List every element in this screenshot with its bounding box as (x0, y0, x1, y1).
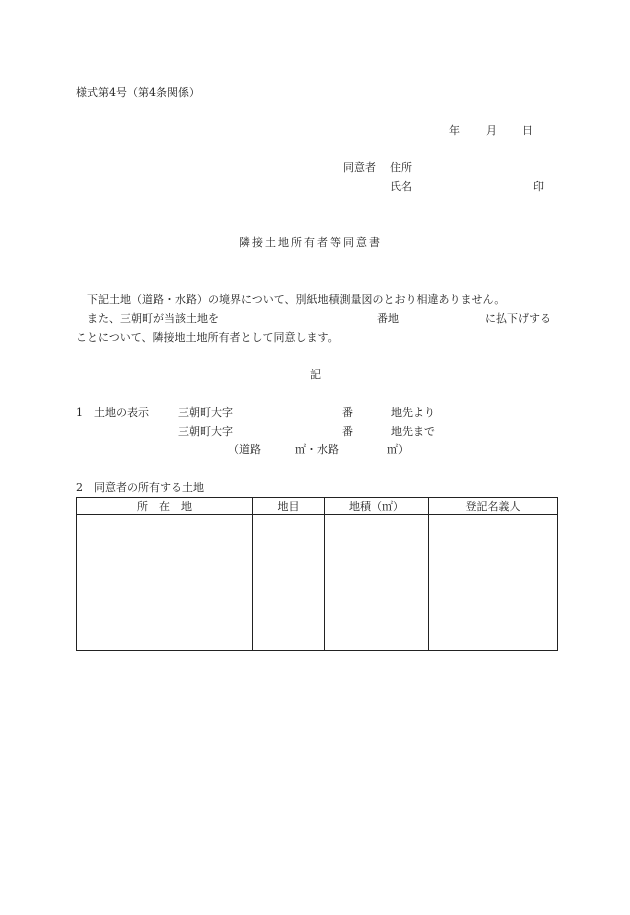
item1-row1-ban: 番 (342, 406, 353, 419)
body-line-2a: また、三朝町が当該土地を (87, 312, 219, 325)
area-unit-end: ㎡） (387, 443, 409, 456)
land-table (76, 497, 558, 651)
name-label: 氏名 (390, 180, 412, 193)
area-unit-sep: ㎡・水路 (295, 443, 339, 456)
document-title: 隣接土地所有者等同意書 (239, 236, 382, 249)
item1-label: 1 土地の表示 (76, 406, 149, 419)
item1-row1-chisaki: 地先より (391, 406, 435, 419)
item1-row2-ban: 番 (342, 425, 353, 438)
date-day: 日 (522, 124, 533, 137)
item2-label: 2 同意者の所有する土地 (76, 481, 204, 494)
header-location: 所 在 地 (77, 498, 253, 515)
item1-row2-chisaki: 地先まで (391, 425, 435, 438)
cell-land-category[interactable] (253, 515, 325, 651)
table-row (77, 515, 558, 651)
header-land-category: 地目 (253, 498, 325, 515)
body-line-3: ことについて、隣接地土地所有者として同意します。 (76, 331, 339, 344)
header-registered-owner: 登記名義人 (429, 498, 558, 515)
date-year: 年 (449, 124, 460, 137)
seal-mark: 印 (533, 180, 544, 193)
ki-heading: 記 (310, 368, 321, 381)
item1-row2-place: 三朝町大字 (178, 425, 233, 438)
header-land-area: 地積（㎡） (325, 498, 429, 515)
item1-row1-place: 三朝町大字 (178, 406, 233, 419)
consenter-label: 同意者 (343, 161, 376, 174)
cell-location[interactable] (77, 515, 253, 651)
table-header-row (77, 498, 558, 515)
body-line-2c: に払下げする (485, 312, 551, 325)
form-number: 様式第4号（第4条関係） (76, 86, 200, 99)
body-line-2b: 番地 (377, 312, 399, 325)
date-month: 月 (486, 124, 497, 137)
address-label: 住所 (390, 161, 412, 174)
area-road: （道路 (228, 443, 261, 456)
body-line-1: 下記土地（道路・水路）の境界について、別紙地積測量図のとおり相違ありません。 (87, 293, 506, 306)
cell-land-area[interactable] (325, 515, 429, 651)
cell-registered-owner[interactable] (429, 515, 558, 651)
